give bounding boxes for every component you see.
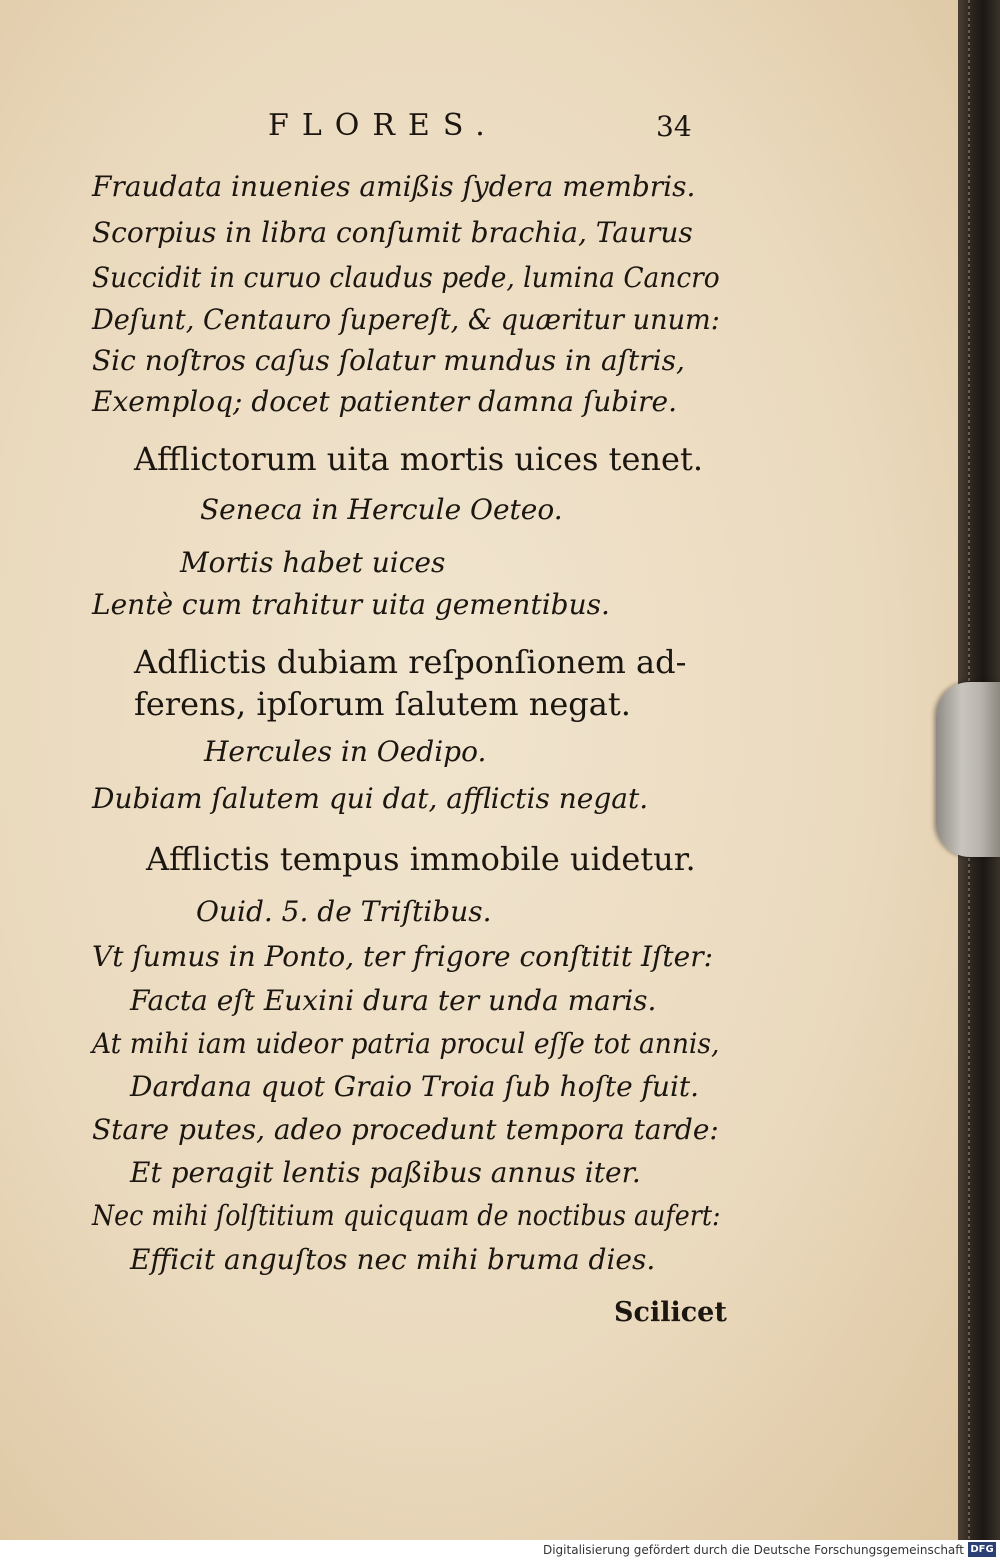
- source-citation: Hercules in Oedipo.: [204, 735, 487, 768]
- verse-line: Efficit anguſtos nec mihi bruma dies.: [130, 1243, 656, 1276]
- verse-line: Facta eſt Euxini dura ter unda maris.: [130, 984, 657, 1017]
- catchword: Scilicet: [614, 1297, 727, 1328]
- funding-credit: Digitalisierung gefördert durch die Deutsche Forschungsgemeinschaft: [542, 1543, 964, 1557]
- verse-line: Lentè cum trahitur uita gementibus.: [92, 588, 610, 621]
- section-heading: Afflictorum uita mortis uices tenet.: [134, 440, 703, 478]
- verse-line: Sic noſtros caſus ſolatur mundus in aſtris,: [92, 344, 685, 377]
- verse-line: Deſunt, Centauro ſupereſt, & quæritur unum:: [92, 303, 720, 336]
- verse-line: Nec mihi ſolſtitium quicquam de noctibus aufert:: [92, 1199, 721, 1232]
- footer-bar: [0, 1540, 1000, 1560]
- page-number: 34: [656, 110, 692, 143]
- dfg-logo: DFG: [968, 1542, 996, 1557]
- section-heading: ferens, ipſorum ſalutem negat.: [134, 685, 631, 723]
- page-header: [0, 108, 960, 148]
- verse-line: Succidit in curuo claudus pede, lumina Cancro: [92, 261, 720, 294]
- verse-line: Mortis habet uices: [180, 546, 446, 579]
- verse-line: Exemploq; docet patienter damna ſubire.: [92, 385, 677, 418]
- running-title: FLORES.: [268, 108, 498, 143]
- page-clip: [936, 682, 1000, 857]
- verse-line: Fraudata inuenies amißis ſydera membris.: [92, 170, 696, 203]
- verse-line: Dubiam ſalutem qui dat, afflictis negat.: [92, 782, 649, 815]
- section-heading: Adflictis dubiam reſponſionem ad-: [134, 643, 687, 681]
- verse-line: Vt ſumus in Ponto, ter frigore conſtitit Iſter:: [92, 940, 714, 973]
- section-heading: Afflictis tempus immobile uidetur.: [146, 840, 696, 878]
- verse-line: Scorpius in libra conſumit brachia, Taurus: [92, 216, 693, 249]
- verse-line: Stare putes, adeo procedunt tempora tarde:: [92, 1113, 719, 1146]
- source-citation: Ouid. 5. de Triſtibus.: [196, 895, 492, 928]
- verse-line: Et peragit lentis paßibus annus iter.: [130, 1156, 641, 1189]
- verse-line: At mihi iam uideor patria procul eſſe tot annis,: [92, 1027, 720, 1060]
- source-citation: Seneca in Hercule Oeteo.: [200, 493, 563, 526]
- verse-line: Dardana quot Graio Troia ſub hoſte fuit.: [130, 1070, 700, 1103]
